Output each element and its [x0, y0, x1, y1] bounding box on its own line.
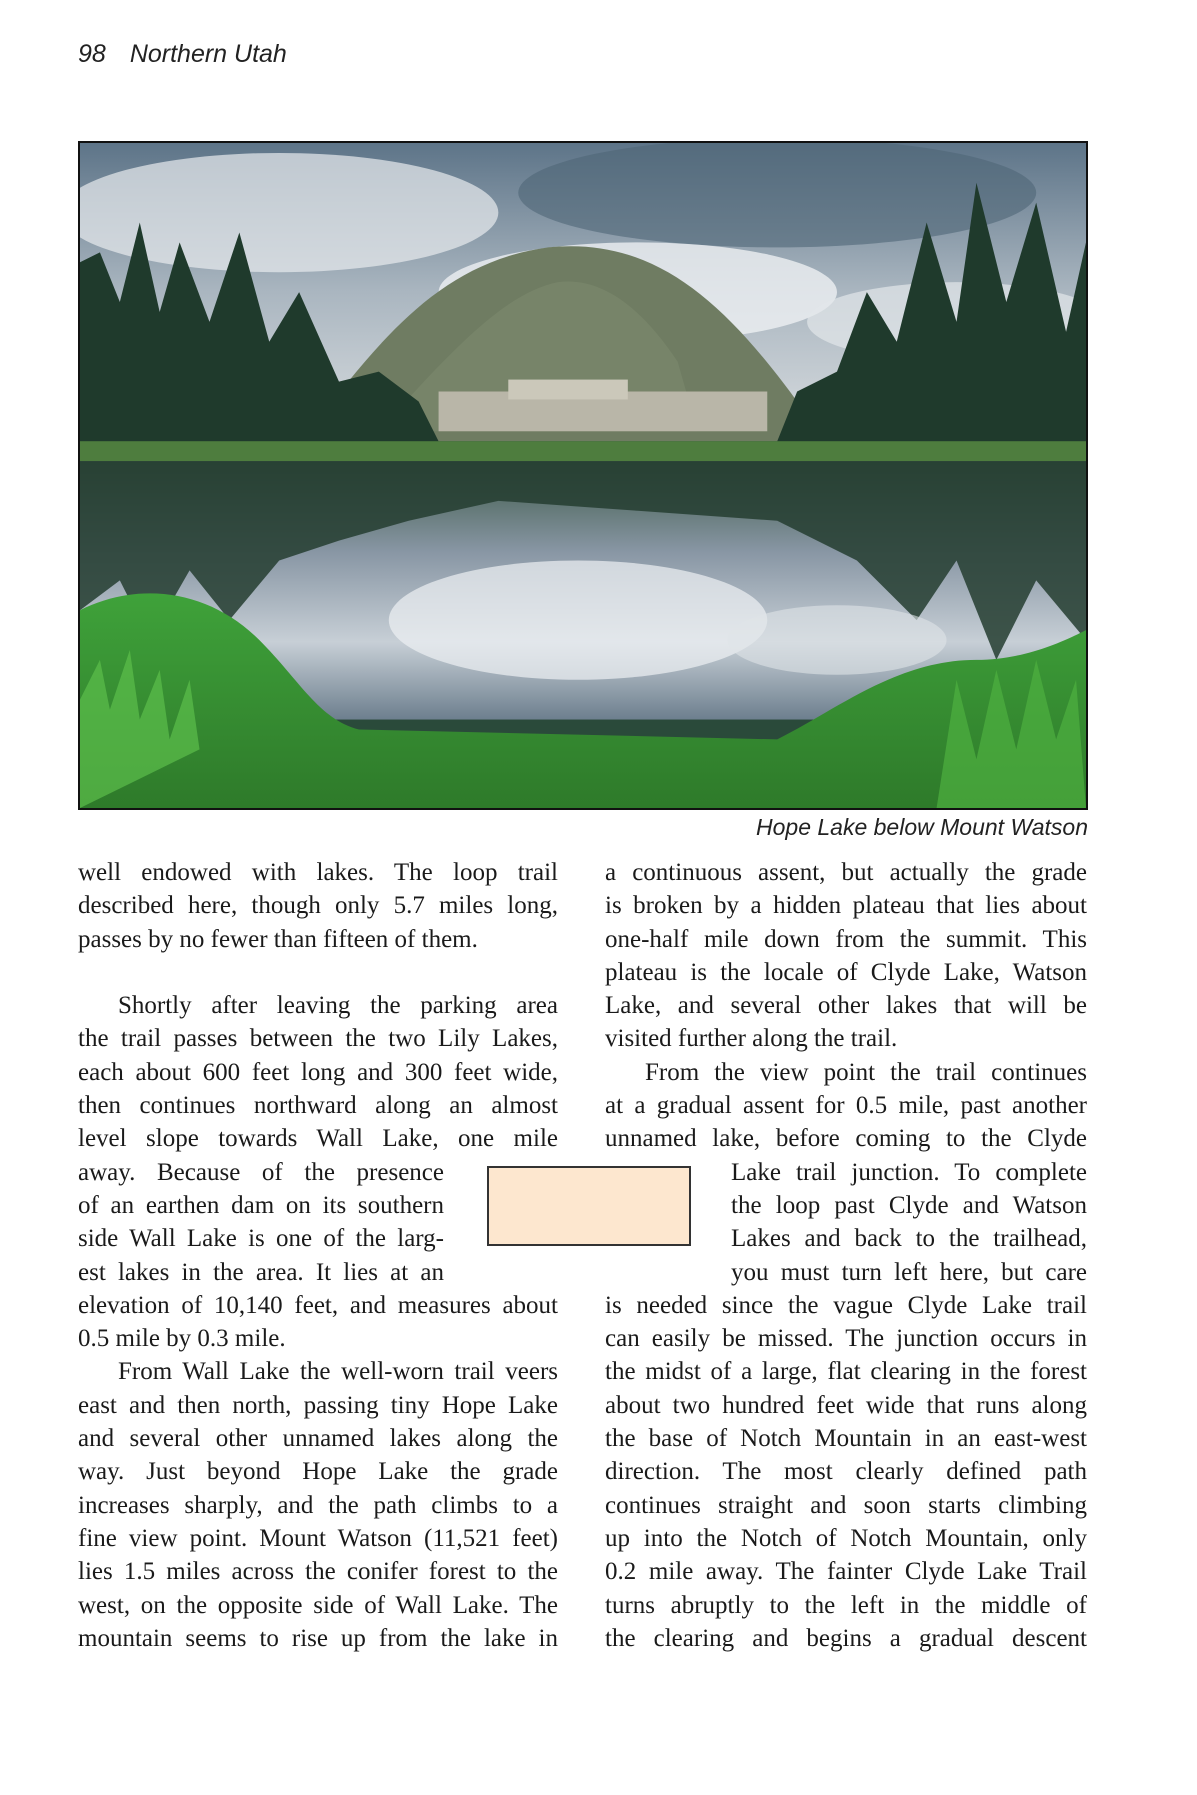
body-line: you must turn left here, but care	[731, 1258, 1087, 1286]
body-line: up into the Notch of Notch Mountain, only	[605, 1524, 1087, 1552]
body-line: passes by no fewer than fifteen of them.	[78, 925, 478, 953]
body-line: visited further along the trail.	[605, 1025, 898, 1053]
page-number: 98	[78, 40, 106, 68]
body-line: then continues northward along an almost	[78, 1092, 558, 1120]
body-line: the clearing and begins a gradual descent	[605, 1624, 1087, 1652]
body-line: elevation of 10,140 feet, and measures about	[78, 1291, 558, 1319]
body-line: the trail passes between the two Lily Lakes,	[78, 1025, 558, 1053]
body-line: increases sharply, and the path climbs to a	[78, 1491, 558, 1519]
lake-photo-illustration	[80, 143, 1086, 808]
body-line: From the view point the trail continues	[645, 1058, 1087, 1086]
paragraph-gap	[78, 956, 558, 989]
body-line: level slope towards Wall Lake, one mile	[78, 1125, 558, 1153]
inset-box	[487, 1166, 691, 1246]
body-line: of an earthen dam on its southern	[78, 1191, 444, 1219]
body-line: continues straight and soon starts climbing	[605, 1491, 1087, 1519]
body-line: described here, though only 5.7 miles long,	[78, 892, 558, 920]
body-line: est lakes in the area. It lies at an	[78, 1258, 444, 1286]
body-line: each about 600 feet long and 300 feet wide,	[78, 1058, 558, 1086]
body-line: turns abruptly to the left in the middle of	[605, 1591, 1087, 1619]
section-title: Northern Utah	[129, 40, 287, 68]
body-line: unnamed lake, before coming to the Clyde	[605, 1125, 1087, 1153]
body-line: the loop past Clyde and Watson	[731, 1191, 1087, 1219]
lake-photo	[78, 141, 1088, 810]
body-line: Lake, and several other lakes that will be	[605, 992, 1087, 1020]
body-line: well endowed with lakes. The loop trail	[78, 859, 558, 886]
photo-caption: Hope Lake below Mount Watson	[756, 814, 1088, 840]
body-line: west, on the opposite side of Wall Lake. The	[78, 1591, 558, 1619]
body-line: fine view point. Mount Watson (11,521 feet)	[78, 1524, 558, 1552]
body-line: direction. The most clearly defined path	[605, 1458, 1087, 1486]
body-line: east and then north, passing tiny Hope Lake	[78, 1391, 558, 1419]
body-line: and several other unnamed lakes along the	[78, 1425, 558, 1453]
body-line: can easily be missed. The junction occurs in	[605, 1325, 1087, 1353]
left-column	[78, 856, 558, 1655]
body-line: Shortly after leaving the parking area	[118, 992, 558, 1020]
body-line: Lakes and back to the trailhead,	[731, 1225, 1087, 1253]
body-line: mountain seems to rise up from the lake in	[78, 1624, 558, 1652]
body-line: way. Just beyond Hope Lake the grade	[78, 1458, 558, 1486]
body-line: side Wall Lake is one of the larg-	[78, 1225, 444, 1253]
body-line: the midst of a large, flat clearing in the forest	[605, 1358, 1087, 1386]
body-line: at a gradual assent for 0.5 mile, past another	[605, 1092, 1087, 1120]
body-line: 0.2 mile away. The fainter Clyde Lake Trail	[605, 1558, 1087, 1586]
body-line: one-half mile down from the summit. This	[605, 925, 1087, 953]
body-line: From Wall Lake the well-worn trail veers	[118, 1358, 558, 1386]
running-head	[78, 40, 287, 69]
body-line: a continuous assent, but actually the grade	[605, 859, 1087, 886]
body-line: plateau is the locale of Clyde Lake, Watson	[605, 958, 1087, 986]
body-line: the base of Notch Mountain in an east-west	[605, 1425, 1087, 1453]
body-line: about two hundred feet wide that runs along	[605, 1391, 1087, 1419]
body-line: is needed since the vague Clyde Lake trail	[605, 1291, 1087, 1319]
body-line: away. Because of the presence	[78, 1158, 444, 1186]
body-line: lies 1.5 miles across the conifer forest to the	[78, 1558, 558, 1586]
body-line: is broken by a hidden plateau that lies about	[605, 892, 1087, 920]
right-column	[605, 856, 1087, 1655]
body-line: Lake trail junction. To complete	[731, 1158, 1087, 1186]
body-line: 0.5 mile by 0.3 mile.	[78, 1325, 286, 1353]
